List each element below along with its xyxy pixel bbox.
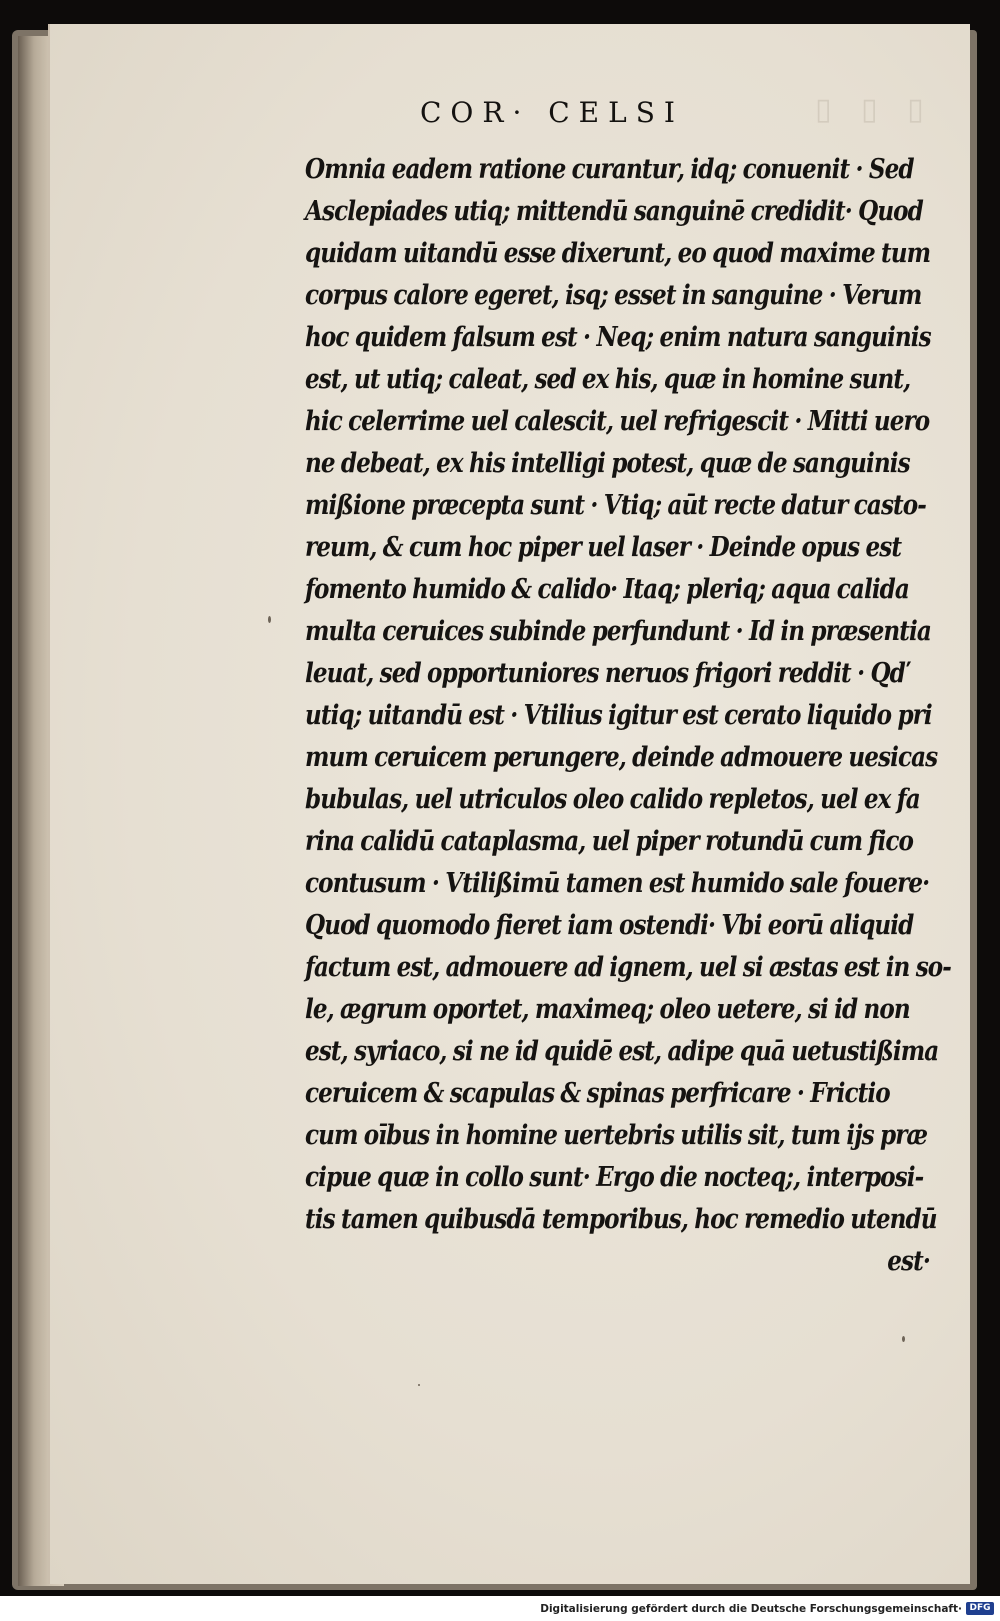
text-line: Omnia eadem ratione curantur, idq; conuenit · Sed	[305, 153, 914, 185]
paper-speck	[268, 616, 271, 623]
text-line: est, syriaco, si ne id quidē est, adipe quā uetustißima	[305, 1035, 939, 1067]
text-line: Asclepiades utiq; mittendū sanguinē credidit· Quod	[305, 195, 923, 227]
dfg-logo-icon: DFG	[966, 1602, 994, 1615]
text-line: hoc quidem falsum est · Neq; enim natura sanguinis	[305, 321, 931, 353]
text-line: multa ceruices subinde perfundunt · Id in præsentia	[305, 615, 931, 647]
text-line: fomento humido & calido· Itaq; pleriq; aqua calida	[305, 573, 909, 605]
text-line: leuat, sed opportuniores neruos frigori reddit · Qď	[305, 657, 905, 689]
text-line: ceruicem & scapulas & spinas perfricare · Frictio	[305, 1077, 890, 1109]
show-through-text: ▯ ▯ ▯	[815, 92, 934, 127]
text-line: est, ut utiq; caleat, sed ex his, quæ in homine sunt,	[305, 363, 911, 395]
paper-speck	[902, 1336, 905, 1342]
text-line: mum ceruicem perungere, deinde admouere uesicas	[305, 741, 938, 773]
text-line: cum oībus in homine uertebris utilis sit, tum ijs præ	[305, 1119, 928, 1151]
text-line: cipue quæ in collo sunt· Ergo die nocteq;, interposi-	[305, 1161, 924, 1193]
text-line-last: est·	[887, 1245, 930, 1277]
text-line: utiq; uitandū est · Vtilius igitur est cerato liquido pri	[305, 699, 932, 731]
text-line: mißione præcepta sunt · Vtiq; aūt recte datur casto-	[305, 489, 926, 521]
text-line: Quod quomodo fieret iam ostendi· Vbi eorū aliquid	[305, 909, 914, 941]
text-line: le, ægrum oportet, maximeq; oleo uetere, si id non	[305, 993, 910, 1025]
text-line: factum est, admouere ad ignem, uel si æstas est in so-	[305, 951, 951, 983]
text-line: quidam uitandū esse dixerunt, eo quod maxime tum	[305, 237, 931, 269]
digitization-credit: Digitalisierung gefördert durch die Deutsche Forschungsgemeinschaft·	[540, 1603, 962, 1615]
paper-speck	[418, 1384, 420, 1386]
text-line: reum, & cum hoc piper uel laser · Deinde opus est	[305, 531, 902, 563]
text-line: tis tamen quibusdā temporibus, hoc remedio utendū	[305, 1203, 937, 1235]
text-line: contusum · Vtilißimū tamen est humido sale fouere·	[305, 867, 930, 899]
running-head: COR· CELSI	[420, 96, 684, 129]
text-line: rina calidū cataplasma, uel piper rotundū cum fico	[305, 825, 913, 857]
text-line: bubulas, uel utriculos oleo calido repletos, uel ex fa	[305, 783, 920, 815]
text-line: corpus calore egeret, isq; esset in sanguine · Verum	[305, 279, 922, 311]
text-line: ne debeat, ex his intelligi potest, quæ de sanguinis	[305, 447, 910, 479]
text-line: hic celerrime uel calescit, uel refrigescit · Mitti uero	[305, 405, 930, 437]
body-text	[305, 148, 951, 1282]
